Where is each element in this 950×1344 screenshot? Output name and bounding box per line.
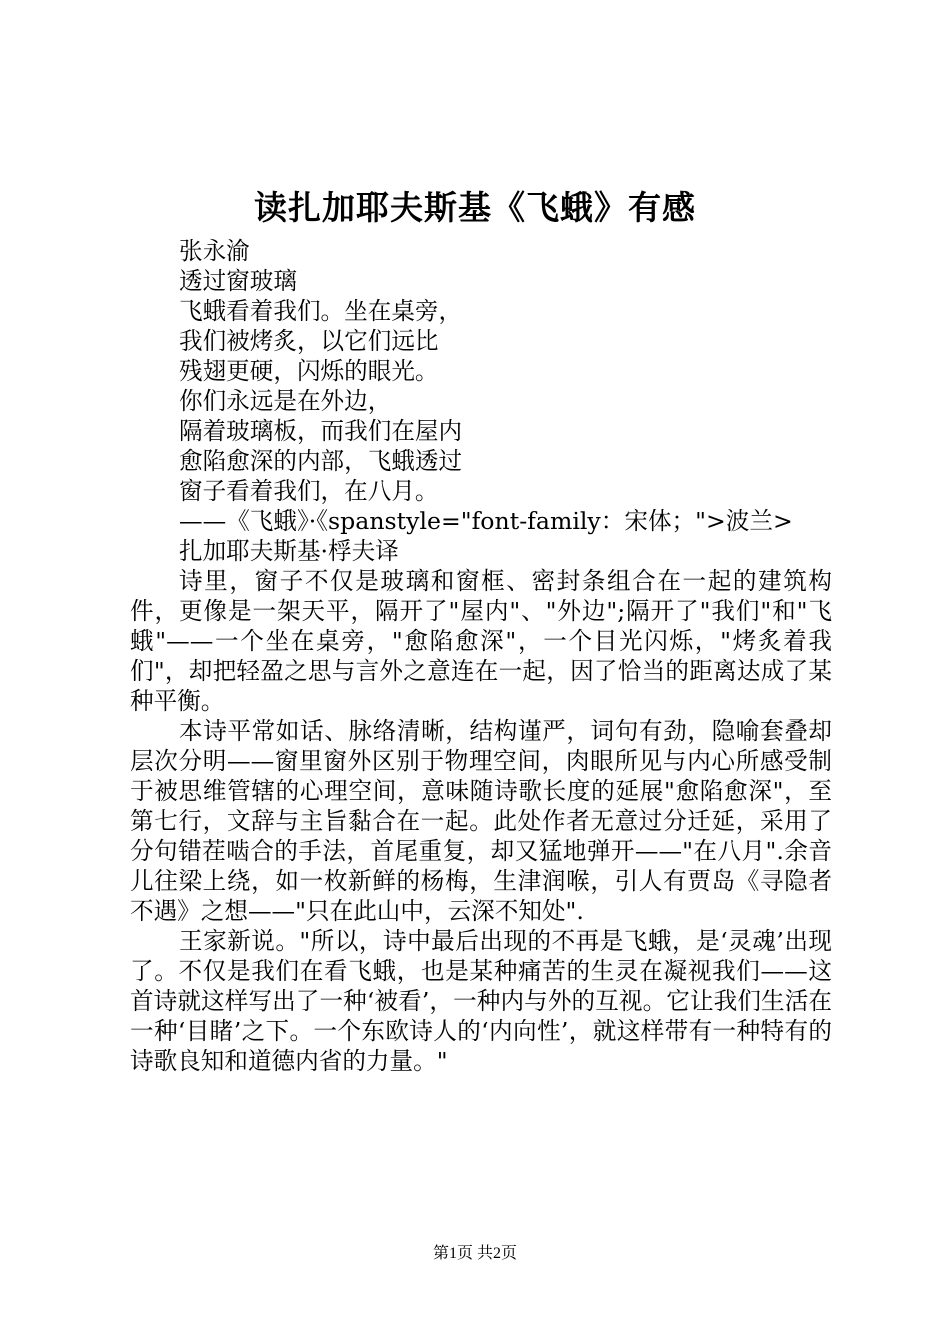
poem-line: 残翅更硬，闪烁的眼光。 [179, 357, 439, 385]
page-footer: 第1页 共2页 [432, 1245, 517, 1262]
poem-line: 愈陷愈深的内部，飞蛾透过 [179, 447, 463, 475]
poem-line: 透过窗玻璃 [179, 267, 297, 295]
poem-line: 隔着玻璃板，而我们在屋内 [179, 417, 463, 445]
body-paragraph: 王家新说。"所以，诗中最后出现的不再是飞蛾，是‘灵魂’出现了。不仅是我们在看飞蛾，也是某种痛苦的生灵在凝视我们——这首诗就这样写出了一种‘被看’，一种内与外的互视。它让我们生活在一种‘目睹’之下。一个东欧诗人的‘内向性’，就这样带有一种特有的诗歌良知和道德内省的力量。" [130, 927, 832, 1075]
poem-line: 窗子看着我们，在八月。 [179, 477, 439, 505]
poem-source-line: ——《飞蛾》·《spanstyle="font-family：宋体；">波兰> [179, 507, 793, 535]
poem-line: 飞蛾看着我们。坐在桌旁， [179, 297, 463, 325]
poem-line: 你们永远是在外边， [179, 387, 392, 415]
author-name: 张永渝 [179, 237, 250, 265]
translator-line: 扎加耶夫斯基·桴夫译 [179, 537, 399, 565]
poem-line: 我们被烤炙，以它们远比 [179, 327, 439, 355]
body-paragraph: 本诗平常如话、脉络清晰，结构谨严，词句有劲，隐喻套叠却层次分明——窗里窗外区别于物理空间，肉眼所见与内心所感受制于被思维管辖的心理空间，意味随诗歌长度的延展"愈陷愈深"，至第七行，文辞与主旨黏合在一起。此处作者无意过分迁延，采用了分句错茬啮合的手法，首尾重复，却又猛地弹开——"在八月".余音儿往梁上绕，如一枚新鲜的杨梅，生津润喉，引人有贾岛《寻隐者不遇》之想——"只在此山中，云深不知处". [130, 717, 832, 925]
document-title: 读扎加耶夫斯基《飞蛾》有感 [254, 188, 696, 227]
body-paragraph: 诗里，窗子不仅是玻璃和窗框、密封条组合在一起的建筑构件，更像是一架天平，隔开了"屋内"、"外边";隔开了"我们"和"飞蛾"——一个坐在桌旁，"愈陷愈深"，一个目光闪烁，"烤炙着我们"，却把轻盈之思与言外之意连在一起，因了恰当的距离达成了某种平衡。 [130, 567, 832, 715]
document-body [130, 236, 832, 1076]
